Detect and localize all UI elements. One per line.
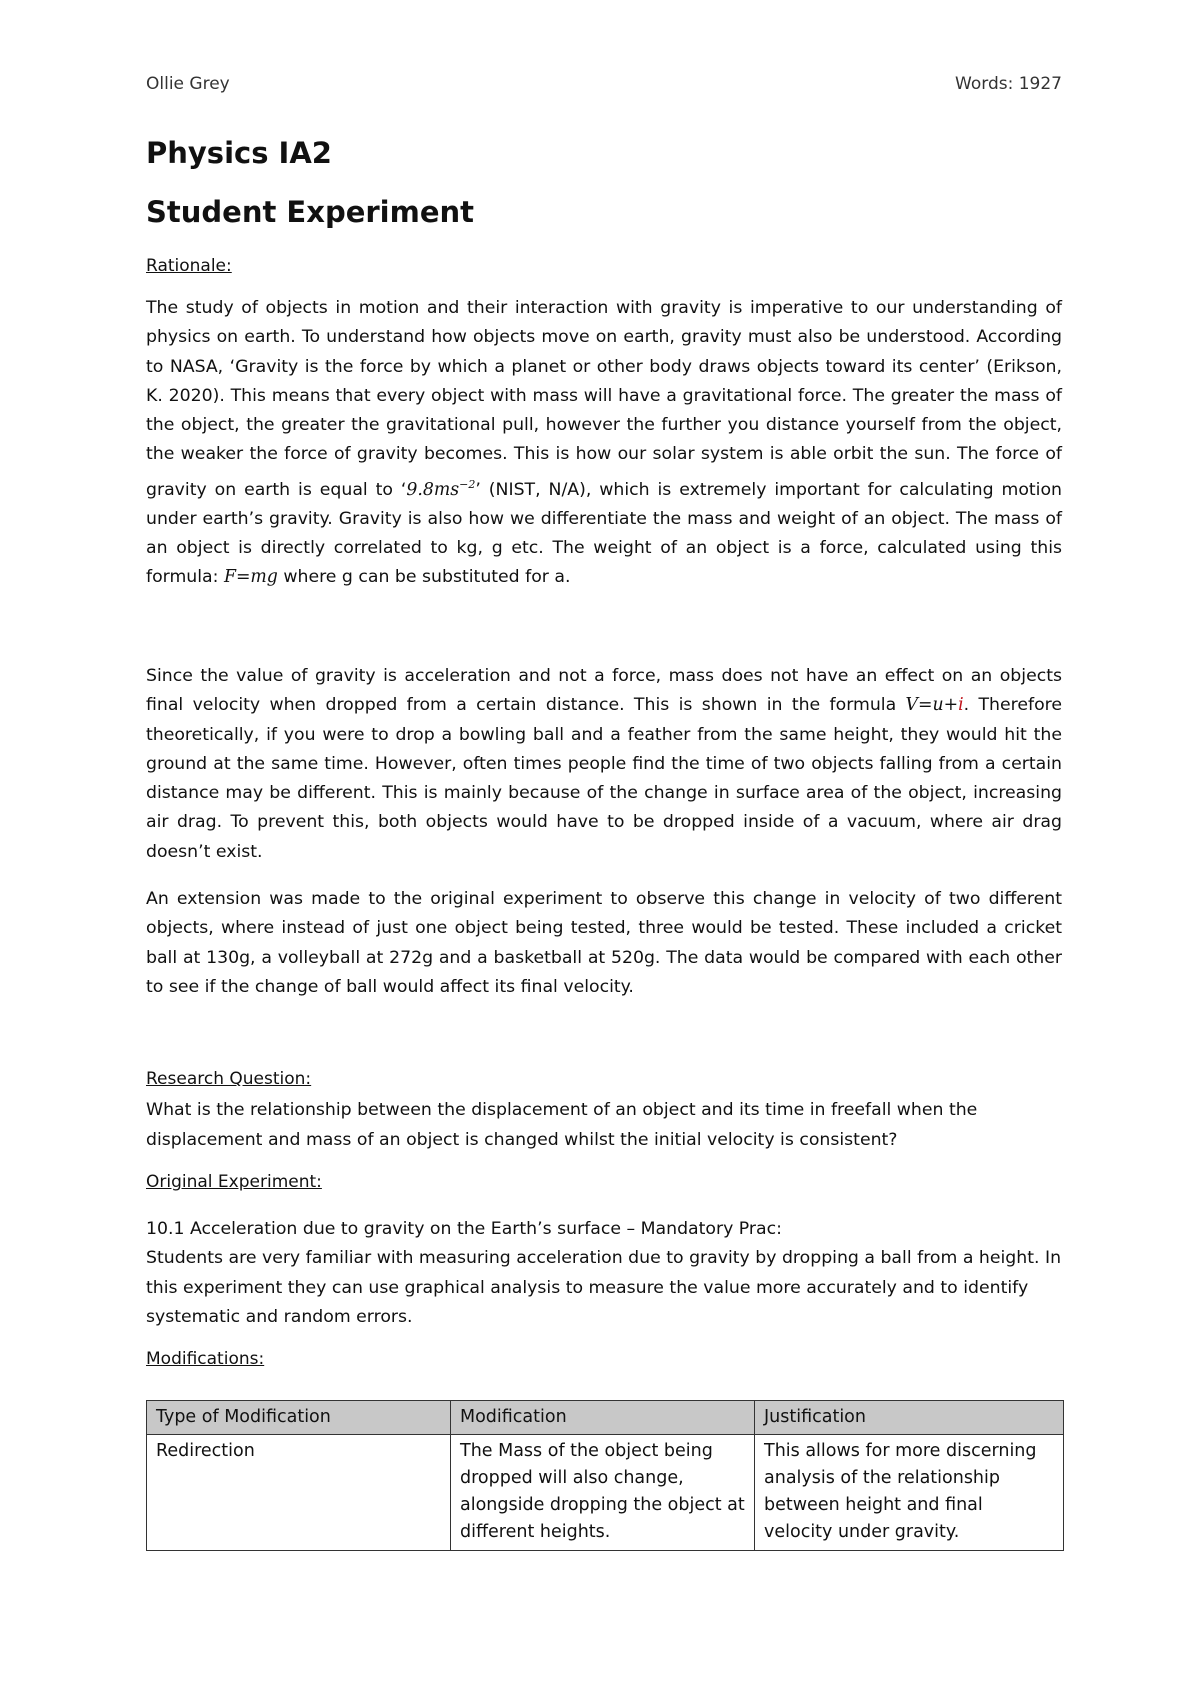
research-question-heading: Research Question: <box>146 1069 312 1089</box>
table-header-row <box>147 1401 1064 1435</box>
p1-text-b: ’ (NIST, N/A), which is extremely important for calculating motion under earth’s gravity. Gravity is also how we differentiate the mass and weight of an object. The mass of an object is directly correlated to kg, g etc. The weight of an object is a force, calculated using this formula: <box>146 479 1062 588</box>
rationale-heading: Rationale: <box>146 256 232 276</box>
velocity-formula: V=u+ <box>905 695 959 716</box>
velocity-formula-error: i <box>958 695 964 716</box>
document-title: Physics IA2 <box>146 136 332 170</box>
rationale-paragraph-1 <box>146 294 1062 593</box>
research-question-text: What is the relationship between the displacement of an object and its time in freefall when the displacement and mass of an object is changed whilst the initial velocity is consistent? <box>146 1100 978 1150</box>
table-cell: Redirection <box>147 1435 451 1551</box>
word-count: Words: 1927 <box>955 74 1062 94</box>
modifications-heading: Modifications: <box>146 1349 265 1369</box>
table-cell: This allows for more discerning analysis of the relationship between height and final velocity under gravity. <box>755 1435 1064 1551</box>
gravity-value: 9.8ms <box>406 479 460 500</box>
column-header: Type of Modification <box>147 1401 451 1435</box>
original-experiment-title: 10.1 Acceleration due to gravity on the Earth’s surface – Mandatory Prac: <box>146 1219 782 1239</box>
p2-text-a: Since the value of gravity is acceleration and not a force, mass does not have an effect on an objects final velocity when dropped from a certain distance. This is shown in the formula <box>146 666 1062 716</box>
p1-text-a: The study of objects in motion and their interaction with gravity is imperative to our understanding of physics on earth. To understand how objects move on earth, gravity must also be understood. According to NASA, ‘Gravity is the force by which a planet or other body draws objects toward its center’ (Erikson, K. 2020). This means that every object with mass will have a gravitational force. The greater the mass of the object, the greater the gravitational pull, however the further you distance yourself from the object, the weaker the force of gravity becomes. This is how our solar system is able orbit the sun. The force of gravity on earth is equal to ‘ <box>146 298 1062 500</box>
rationale-paragraph-3: An extension was made to the original experiment to observe this change in velocity of two different objects, where instead of just one object being tested, three would be tested. These included a cricket ball at 130g, a volleyball at 272g and a basketball at 520g. The data would be compared with each other to see if the change of ball would affect its final velocity. <box>146 889 1062 997</box>
gravity-exponent: −2 <box>459 477 476 491</box>
author-name: Ollie Grey <box>146 74 230 94</box>
document-subtitle: Student Experiment <box>146 195 475 229</box>
weight-formula: F=mg <box>223 567 278 588</box>
p2-text-b: . Therefore theoretically, if you were to drop a bowling ball and a feather from the same height, they would hit the ground at the same time. However, often times people find the time of two objects falling from a certain distance may be different. This is mainly because of the change in surface area of the object, increasing air drag. To prevent this, both objects would have to be dropped inside of a vacuum, where air drag doesn’t exist. <box>146 695 1062 862</box>
column-header: Justification <box>755 1401 1064 1435</box>
page-header <box>146 74 1062 94</box>
table-row <box>147 1435 1064 1551</box>
column-header: Modification <box>451 1401 755 1435</box>
original-experiment-heading: Original Experiment: <box>146 1172 322 1192</box>
modifications-table <box>146 1400 1064 1551</box>
table-cell: The Mass of the object being dropped will also change, alongside dropping the object at different heights. <box>451 1435 755 1551</box>
original-experiment-text: Students are very familiar with measuring acceleration due to gravity by dropping a ball from a height. In this experiment they can use graphical analysis to measure the value more accurately and to identify systematic and random errors. <box>146 1248 1062 1327</box>
p1-text-c: where g can be substituted for a. <box>277 567 571 588</box>
rationale-paragraph-2 <box>146 662 1062 867</box>
